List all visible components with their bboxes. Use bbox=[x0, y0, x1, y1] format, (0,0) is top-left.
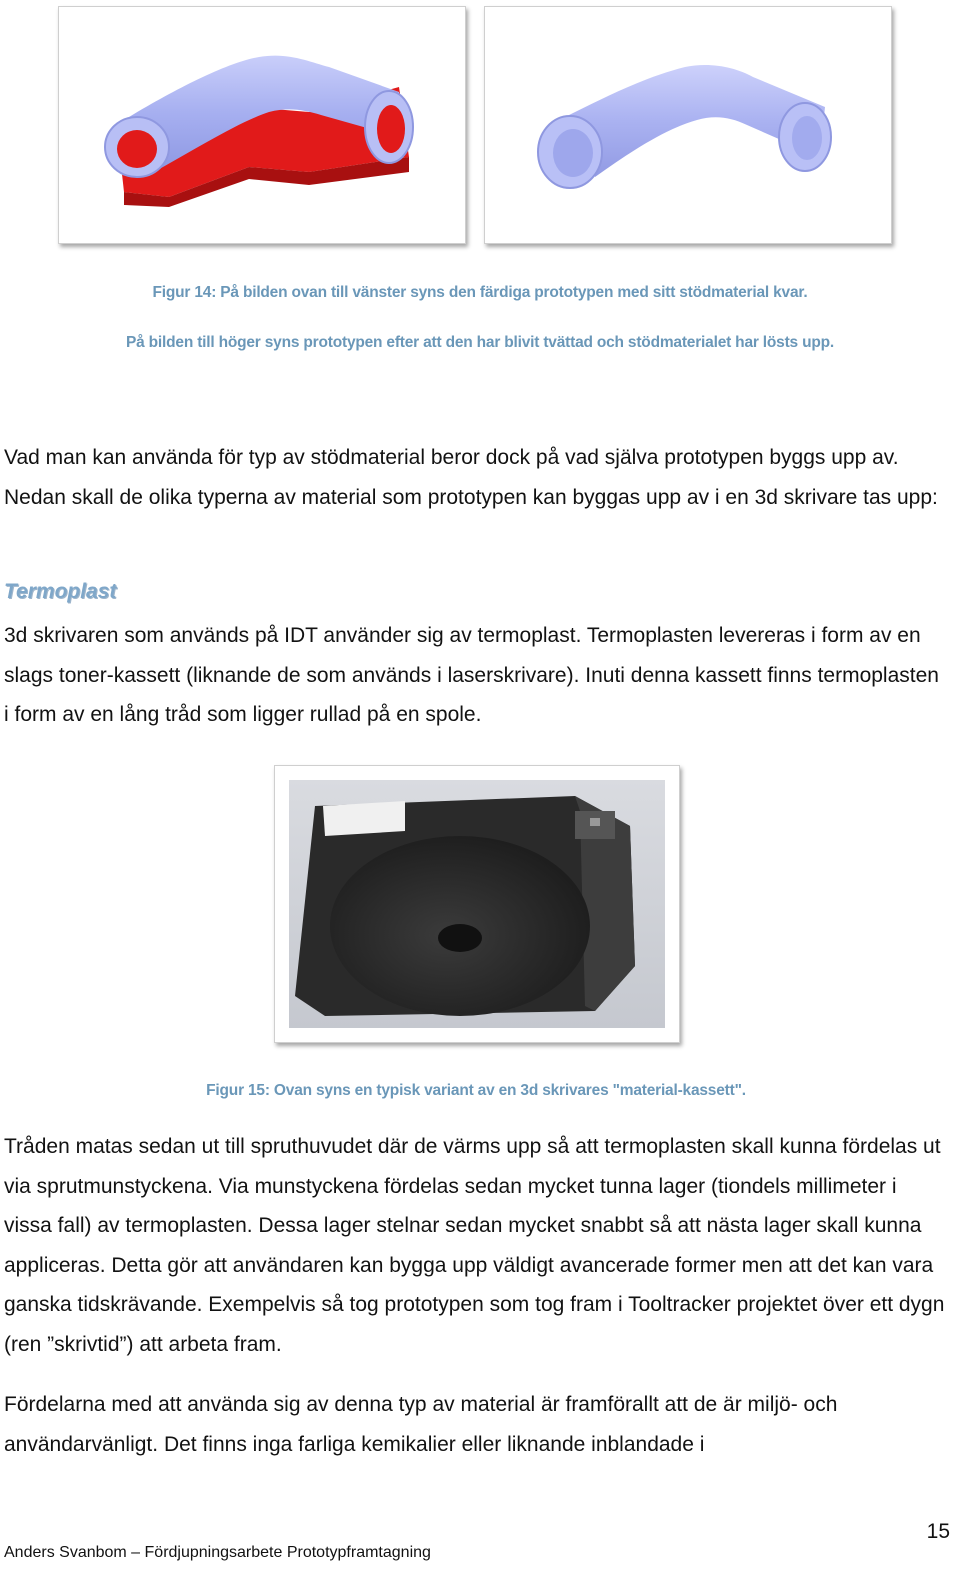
page-footer: Anders Svanbom – Fördjupningsarbete Prototypframtagning bbox=[4, 1544, 431, 1561]
body-paragraph-4: Fördelarna med att använda sig av denna typ av material är framförallt att de är miljö- och användarvänligt. Det finns inga farliga kemikalier eller liknande inblandade i bbox=[4, 1393, 838, 1456]
body-paragraph-3: Tråden matas sedan ut till spruthuvudet där de värms upp så att termoplasten skall kunna fördelas ut via sprutmunstyckena. Via munstyckena fördelas sedan mycket tunna lager (tiondels millimeter i vissa fall) av termoplasten. Dessa lager stelnar sedan mycket snabbt så att nästa lager skall kunna appliceras. Detta gör att användaren kan bygga upp väldigt avancerade former men att det kan vara ganska tidskrävande. Exempelvis så tog prototypen som tog fram i Tooltracker projektet över ett dygn (ren ”skrivtid”) att arbeta fram. bbox=[4, 1135, 945, 1356]
figure-14-left-image bbox=[58, 6, 466, 244]
figure-14-caption-line2: På bilden till höger syns prototypen efter att den har blivit tvättad och stödmaterialet har lösts upp. bbox=[125, 334, 834, 351]
figure-15-caption: Figur 15: Ovan syns en typisk variant av en 3d skrivares "material-kassett". bbox=[206, 1082, 746, 1099]
body-paragraph-1: Vad man kan använda för typ av stödmaterial beror dock på vad själva prototypen byggs upp av. Nedan skall de olika typerna av material som prototypen kan byggas upp av i en 3d skrivare tas upp: bbox=[4, 446, 938, 509]
body-paragraph-2: 3d skrivaren som används på IDT använder sig av termoplast. Termoplasten levereras i form av en slags toner-kassett (liknande de som används i laserskrivare). Inuti denna kassett finns termoplasten i form av en lång tråd som ligger rullad på en spole. bbox=[4, 624, 939, 726]
page-number: 15 bbox=[926, 1520, 950, 1543]
section-heading-termoplast: Termoplast bbox=[4, 580, 117, 603]
prototype-with-support-icon bbox=[59, 7, 465, 243]
prototype-washed-icon bbox=[485, 7, 891, 243]
material-cassette-icon bbox=[275, 766, 679, 1042]
figure-14-caption-line1: Figur 14: På bilden ovan till vänster syns den färdiga prototypen med sitt stödmaterial kvar. bbox=[152, 284, 808, 301]
figure-15-image bbox=[274, 765, 680, 1043]
figure-14-right-image bbox=[484, 6, 892, 244]
